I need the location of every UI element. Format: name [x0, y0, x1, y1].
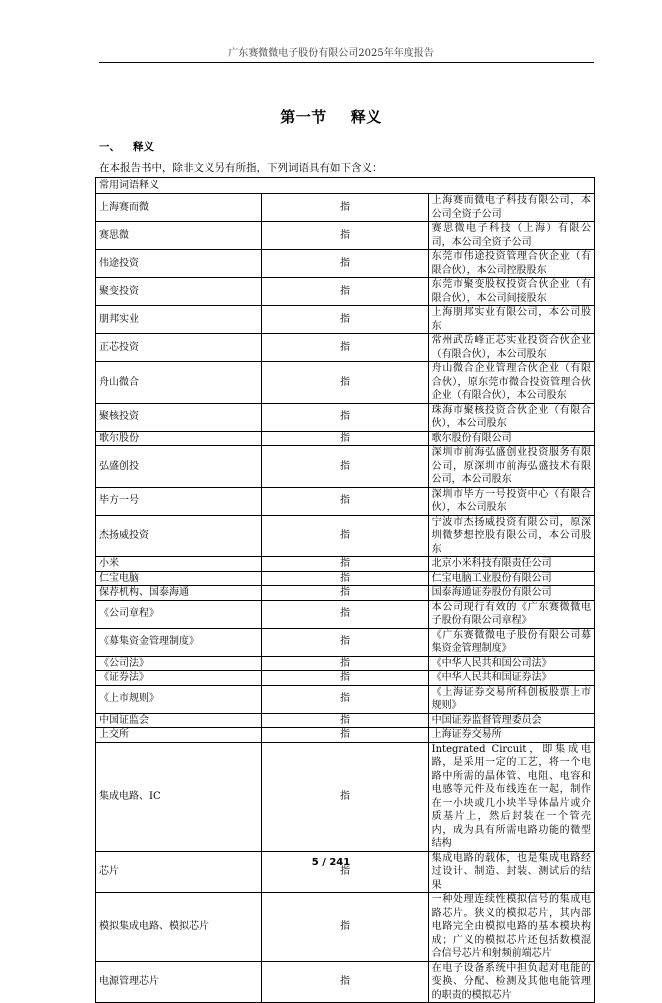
definition-cell: 本公司现行有效的《广东赛微微电子股份有限公司章程》: [428, 600, 594, 628]
term-cell: 伟途投资: [96, 250, 262, 278]
table-row: [96, 362, 595, 404]
term-cell: 集成电路、IC: [96, 742, 262, 851]
table-row: [96, 334, 595, 362]
definition-cell: 国泰海通证券股份有限公司: [428, 586, 594, 601]
table-row: [96, 194, 595, 222]
table-row: [96, 961, 595, 1003]
term-cell: 中国证监会: [96, 713, 262, 728]
table-row: [96, 487, 595, 515]
table-row: [96, 446, 595, 488]
section-number: 第一节: [280, 108, 327, 126]
term-cell: 保荐机构、国泰海通: [96, 586, 262, 601]
definition-cell: 赛思微电子科技（上海）有限公司，本公司全资子公司: [428, 222, 594, 250]
term-cell: 《公司法》: [96, 656, 262, 671]
ref-cell: 指: [262, 656, 428, 671]
definition-cell: 上海证券交易所: [428, 728, 594, 743]
header-rule: [99, 62, 594, 63]
definition-cell: 《广东赛微微电子股份有限公司募集资金管理制度》: [428, 628, 594, 656]
term-cell: 舟山微合: [96, 362, 262, 404]
ref-cell: 指: [262, 713, 428, 728]
ref-cell: 指: [262, 893, 428, 962]
term-cell: 《上市规则》: [96, 685, 262, 713]
term-cell: 赛思微: [96, 222, 262, 250]
definition-cell: 集成电路的载体，也是集成电路经过设计、制造、封装、测试后的结果: [428, 851, 594, 893]
term-cell: 上海赛而微: [96, 194, 262, 222]
table-row: [96, 656, 595, 671]
definition-cell: 在电子设备系统中担负起对电能的变换、分配、检测及其他电能管理的职责的模拟芯片: [428, 961, 594, 1003]
table-row: [96, 600, 595, 628]
table-row: [96, 306, 595, 334]
subsection-heading: [99, 139, 154, 154]
ref-cell: 指: [262, 671, 428, 686]
ref-cell: 指: [262, 278, 428, 306]
ref-cell: 指: [262, 194, 428, 222]
ref-cell: 指: [262, 250, 428, 278]
ref-cell: 指: [262, 306, 428, 334]
definition-cell: 《上海证券交易所科创板股票上市规则》: [428, 685, 594, 713]
definitions-table-body: [96, 178, 595, 1003]
term-cell: 电源管理芯片: [96, 961, 262, 1003]
ref-cell: 指: [262, 334, 428, 362]
definition-cell: 常州武岳峰正芯实业投资合伙企业（有限合伙），本公司股东: [428, 334, 594, 362]
section-title: [0, 106, 662, 127]
definition-cell: 《中华人民共和国证券法》: [428, 671, 594, 686]
table-row: [96, 671, 595, 686]
ref-cell: 指: [262, 557, 428, 572]
table-row: [96, 571, 595, 586]
definition-cell: 歌尔股份有限公司: [428, 431, 594, 446]
ref-cell: 指: [262, 742, 428, 851]
term-cell: 《募集资金管理制度》: [96, 628, 262, 656]
definition-cell: 中国证券监督管理委员会: [428, 713, 594, 728]
ref-cell: 指: [262, 222, 428, 250]
table-group-row: [96, 178, 595, 194]
table-row: [96, 893, 595, 962]
term-cell: 芯片: [96, 851, 262, 893]
subsection-number: 一、: [99, 141, 120, 153]
term-cell: 正芯投资: [96, 334, 262, 362]
table-row: [96, 431, 595, 446]
term-cell: 聚变投资: [96, 278, 262, 306]
table-row: [96, 403, 595, 431]
definition-cell: 北京小米科技有限责任公司: [428, 557, 594, 572]
term-cell: 《证券法》: [96, 671, 262, 686]
page-header: 广东赛微微电子股份有限公司2025年年度报告: [228, 48, 434, 59]
definition-cell: 一种处理连续性模拟信号的集成电路芯片。狭义的模拟芯片，其内部电路完全由模拟电路的基本模块构成；广义的模拟芯片还包括数模混合信号芯片和射频前端芯片: [428, 893, 594, 962]
ref-cell: 指: [262, 403, 428, 431]
definition-cell: 珠海市聚核投资合伙企业（有限合伙），本公司股东: [428, 403, 594, 431]
term-cell: 聚核投资: [96, 403, 262, 431]
definition-cell: 深圳市毕方一号投资中心（有限合伙），本公司股东: [428, 487, 594, 515]
ref-cell: 指: [262, 487, 428, 515]
ref-cell: 指: [262, 515, 428, 557]
table-group-label: 常用词语释义: [96, 178, 595, 194]
ref-cell: 指: [262, 851, 428, 893]
table-row: [96, 742, 595, 851]
table-row: [96, 515, 595, 557]
table-row: [96, 586, 595, 601]
definition-cell: 上海赛而微电子科技有限公司，本公司全资子公司: [428, 194, 594, 222]
table-row: [96, 250, 595, 278]
table-row: [96, 557, 595, 572]
intro-text: 在本报告书中，除非文义另有所指，下列词语具有如下含义：: [99, 162, 383, 174]
ref-cell: 指: [262, 446, 428, 488]
table-row: [96, 713, 595, 728]
term-cell: 毕方一号: [96, 487, 262, 515]
definition-cell: 仁宝电脑工业股份有限公司: [428, 571, 594, 586]
definition-cell: 《中华人民共和国公司法》: [428, 656, 594, 671]
term-cell: 歌尔股份: [96, 431, 262, 446]
term-cell: 弘盛创投: [96, 446, 262, 488]
term-cell: 朋邦实业: [96, 306, 262, 334]
ref-cell: 指: [262, 571, 428, 586]
term-cell: 小米: [96, 557, 262, 572]
ref-cell: 指: [262, 961, 428, 1003]
table-row: [96, 685, 595, 713]
definition-cell: 深圳市前海弘盛创业投资服务有限公司，原深圳市前海弘盛技术有限公司，本公司股东: [428, 446, 594, 488]
ref-cell: 指: [262, 628, 428, 656]
term-cell: 《公司章程》: [96, 600, 262, 628]
ref-cell: 指: [262, 728, 428, 743]
definition-cell: Integrated Circuit，即集成电路，是采用一定的工艺，将一个电路中所需的晶体管、电阻、电容和电感等元件及布线连在一起，制作在一小块或几小块半导体晶片或介质基片上，然后封装在一个管壳内，成为具有所需电路功能的微型结构: [428, 742, 594, 851]
table-row: [96, 628, 595, 656]
table-row: [96, 728, 595, 743]
section-name: 释义: [350, 108, 382, 126]
definition-cell: 宁波市杰扬威投资有限公司，原深圳微梦想控股有限公司，本公司股东: [428, 515, 594, 557]
ref-cell: 指: [262, 362, 428, 404]
ref-cell: 指: [262, 586, 428, 601]
subsection-title: 释义: [133, 141, 154, 153]
definitions-table: [95, 177, 595, 1003]
term-cell: 上交所: [96, 728, 262, 743]
definition-cell: 舟山微合企业管理合伙企业（有限合伙），原东莞市微合投资管理合伙企业（有限合伙），本公司股东: [428, 362, 594, 404]
page-number: 5 / 241: [311, 857, 351, 868]
definition-cell: 上海朋邦实业有限公司，本公司股东: [428, 306, 594, 334]
term-cell: 杰扬威投资: [96, 515, 262, 557]
table-row: [96, 278, 595, 306]
definition-cell: 东莞市伟途投资管理合伙企业（有限合伙），本公司控股股东: [428, 250, 594, 278]
table-row: [96, 222, 595, 250]
term-cell: 仁宝电脑: [96, 571, 262, 586]
term-cell: 模拟集成电路、模拟芯片: [96, 893, 262, 962]
ref-cell: 指: [262, 685, 428, 713]
ref-cell: 指: [262, 600, 428, 628]
ref-cell: 指: [262, 431, 428, 446]
definition-cell: 东莞市聚变股权投资合伙企业（有限合伙），本公司间接股东: [428, 278, 594, 306]
